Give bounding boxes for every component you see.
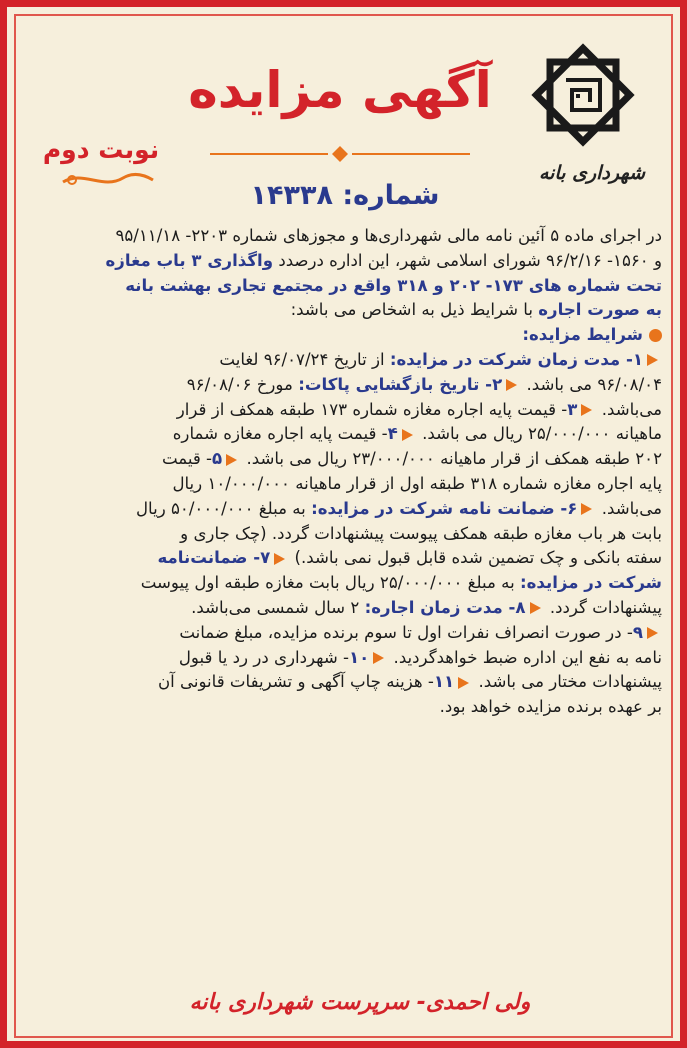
intro-line-4: به صورت اجاره با شرایط ذیل به اشخاص می باشد: <box>290 300 662 320</box>
arrow-icon <box>581 404 592 416</box>
arrow-icon <box>458 677 469 689</box>
arrow-icon <box>581 503 592 515</box>
intro-highlight: واگذاری ۳ باب مغازه <box>105 250 274 270</box>
item-3-4: ماهیانه ۲۵/۰۰۰/۰۰۰ ریال می باشد. ۴- قیمت پایه اجاره مغازه شماره <box>172 424 662 444</box>
swirl-ornament-icon <box>58 168 158 190</box>
arrow-icon <box>274 553 285 565</box>
item-2-3: می‌باشد. ۳- قیمت پایه اجاره مغازه شماره ۱۷۳ طبقه همکف از قرار <box>176 399 662 419</box>
number-label: شماره: <box>342 180 440 211</box>
arrow-icon <box>373 652 384 664</box>
arrow-icon <box>530 602 541 614</box>
municipality-logo-icon <box>528 40 638 150</box>
item-1-2: ۹۶/۰۸/۰۴ می باشد. ۲- تاریخ بازگشایی پاکات: مورخ ۹۶/۰۸/۰۶ <box>186 374 662 394</box>
item-11: بر عهده برنده مزایده خواهد بود. <box>439 697 662 717</box>
item-9-10: نامه به نفع این اداره ضبط خواهدگردید. ۱۰- شهرداری در رد یا قبول <box>178 647 662 667</box>
arrow-icon <box>402 429 413 441</box>
intro-line-3: تحت شماره های ۱۷۳- ۲۰۲ و ۳۱۸ واقع در مجتمع تجاری بهشت بانه <box>125 275 662 295</box>
bullet-icon <box>649 329 662 342</box>
item-9: ۹- در صورت انصراف نفرات اول تا سوم برنده مزایده، مبلغ ضمانت <box>24 621 662 646</box>
item-7: شرکت در مزایده: به مبلغ ۲۵/۰۰۰/۰۰۰ ریال بابت مغازه طبقه اول پیوست <box>140 573 662 593</box>
item-5: پایه اجاره مغازه شماره ۳۱۸ طبقه اول از قرار ماهیانه ۱۰/۰۰۰/۰۰۰ ریال <box>172 473 662 493</box>
item-6-7: سفته بانکی و چک تضمین شده قابل قبول نمی باشد.) ۷- ضمانت‌نامه <box>157 548 662 568</box>
item-10-11: پیشنهادات مختار می باشد. ۱۱- هزینه چاپ آگهی و تشریفات قانونی آن <box>157 672 662 692</box>
notice-number <box>160 180 530 211</box>
item-7-8: پیشنهادات گردد. ۸- مدت زمان اجاره: ۲ سال شمسی می‌باشد. <box>191 597 662 617</box>
signature: ولی احمدی- سرپرست شهرداری بانه <box>189 990 531 1015</box>
logo-caption: شهرداری بانه <box>538 162 646 184</box>
item-6: بابت هر باب مغازه طبقه همکف پیوست پیشنهادات گردد. (چک جاری و <box>180 523 662 543</box>
conditions-heading: شرایط مزایده: <box>24 323 662 348</box>
arrow-icon <box>506 379 517 391</box>
round-label: نوبت دوم <box>42 135 160 164</box>
title-ornament-icon <box>200 144 480 164</box>
item-4-5: ۲۰۲ طبقه همکف از قرار ماهیانه ۲۳/۰۰۰/۰۰۰ ریال می باشد. ۵- قیمت <box>161 449 662 469</box>
arrow-icon <box>647 627 658 639</box>
notice-title: آگهی مزایده <box>188 61 492 119</box>
arrow-icon <box>226 454 237 466</box>
number-value: ۱۴۳۳۸ <box>250 180 333 211</box>
item-1: ۱- مدت زمان شرکت در مزایده: از تاریخ ۹۶/۰۷/۲۴ لغایت <box>24 348 662 373</box>
intro-line-2: و ۱۵۶۰- ۹۶/۲/۱۶ شورای اسلامی شهر، این اداره درصدد واگذاری ۳ باب مغازه <box>105 250 662 270</box>
arrow-icon <box>647 354 658 366</box>
item-5-6: می‌باشد. ۶- ضمانت نامه شرکت در مزایده: به مبلغ ۵۰/۰۰۰/۰۰۰ ریال <box>135 498 662 518</box>
notice-body <box>24 224 662 720</box>
intro-line-1: در اجرای ماده ۵ آئین نامه مالی شهرداری‌ها و مجوزهای شماره ۲۲۰۳- ۹۵/۱۱/۱۸ <box>115 226 662 245</box>
